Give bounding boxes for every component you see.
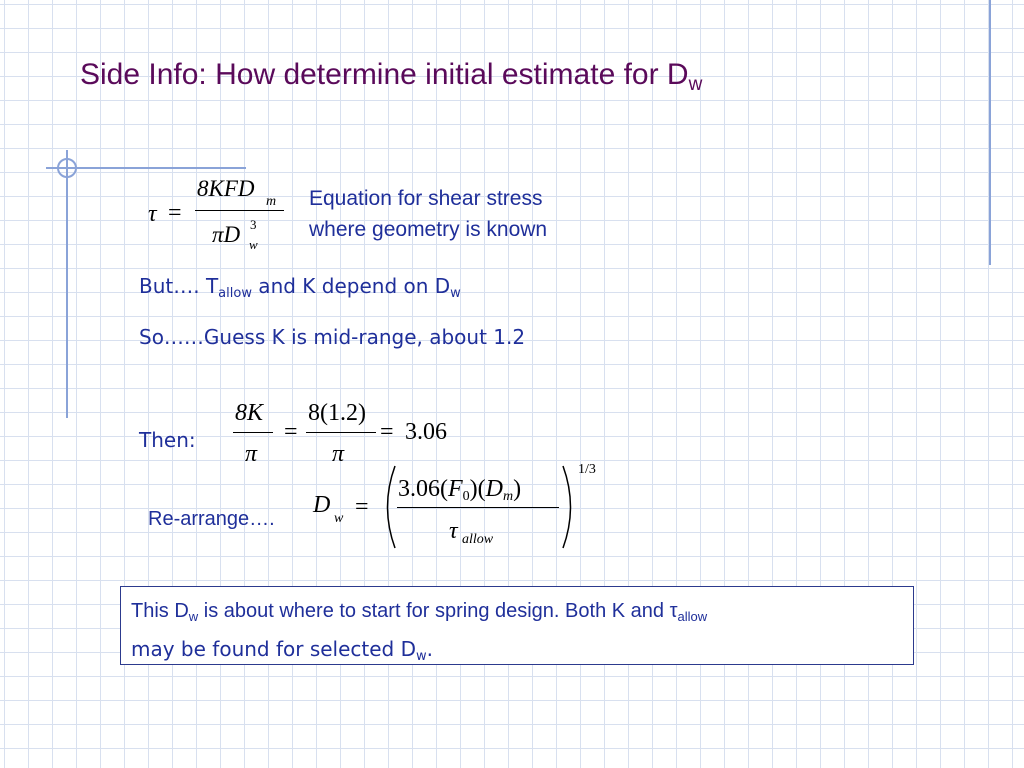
so-line: So……Guess K is mid-range, about 1.2 xyxy=(139,325,526,349)
num-d-subscript: m xyxy=(503,489,514,505)
frac2-bar xyxy=(306,432,376,433)
callout-line-1 xyxy=(131,595,903,633)
frac2-numerator: 8(1.2) xyxy=(308,400,366,426)
callout-text-3: may be found for selected D xyxy=(131,637,417,661)
but-prefix: But…. T xyxy=(139,274,219,298)
exponent: 1/3 xyxy=(578,462,596,477)
rearrange-fraction-bar xyxy=(397,507,559,508)
equals-sign-3: = xyxy=(355,494,369,520)
callout-sub-allow: allow xyxy=(677,609,708,624)
but-subscript-w: w xyxy=(450,286,461,301)
shear-denominator-sub: w xyxy=(249,237,258,252)
result-value: 3.06 xyxy=(405,419,447,445)
equation-note xyxy=(309,183,547,245)
tau-symbol: τ xyxy=(148,201,157,227)
callout-sub-w: w xyxy=(188,609,199,624)
tau-allow-symbol: τ xyxy=(449,518,458,544)
frac1-numerator: 8K xyxy=(235,400,264,426)
shear-fraction-bar xyxy=(195,210,284,211)
right-vertical-rule xyxy=(989,0,991,265)
equals-sign-1: = xyxy=(284,419,298,445)
num-f-subscript: 0 xyxy=(462,489,470,505)
corner-circle-ornament xyxy=(57,158,77,178)
callout-line-2 xyxy=(131,633,903,673)
title-subscript: w xyxy=(688,74,703,95)
frac2-denominator: π xyxy=(332,441,345,467)
left-paren xyxy=(378,464,398,550)
right-paren xyxy=(560,464,580,550)
callout-text-2: is about where to start for spring design. Both K and τ xyxy=(198,600,678,622)
then-label: Then: xyxy=(139,428,196,452)
note-line-2: where geometry is known xyxy=(309,218,548,241)
equals-sign-2: = xyxy=(380,419,394,445)
num-f: F xyxy=(448,476,463,502)
rearrange-label: Re-arrange…. xyxy=(148,508,275,530)
callout-text-1: This D xyxy=(131,600,189,622)
dw-subscript: w xyxy=(334,511,344,526)
frac1-bar xyxy=(233,432,273,433)
frac1-denominator: π xyxy=(245,441,258,467)
shear-numerator: 8KFD xyxy=(197,176,255,201)
num-mid: )( xyxy=(469,476,486,502)
but-subscript-allow: allow xyxy=(218,286,252,301)
left-vertical-rule xyxy=(66,150,68,418)
shear-denominator: πD xyxy=(212,222,241,247)
callout-period: . xyxy=(426,637,434,661)
shear-denominator-sup: 3 xyxy=(250,217,257,232)
num-coefficient: 3.06( xyxy=(398,476,448,502)
slide-title xyxy=(80,58,702,96)
note-line-1: Equation for shear stress xyxy=(309,187,543,210)
num-d: D xyxy=(485,476,503,502)
tau-allow-subscript: allow xyxy=(462,532,494,547)
equals-sign: = xyxy=(168,200,182,226)
shear-numerator-sub: m xyxy=(266,194,277,209)
num-close: ) xyxy=(513,476,522,502)
dw-symbol: D xyxy=(313,492,331,518)
callout-sub-w-2: w xyxy=(416,649,427,664)
but-middle: and K depend on D xyxy=(251,274,451,298)
but-line xyxy=(139,274,461,301)
rearrange-numerator xyxy=(398,476,521,505)
title-text: Side Info: How determine initial estimate for D xyxy=(80,58,689,91)
summary-callout xyxy=(120,586,914,665)
